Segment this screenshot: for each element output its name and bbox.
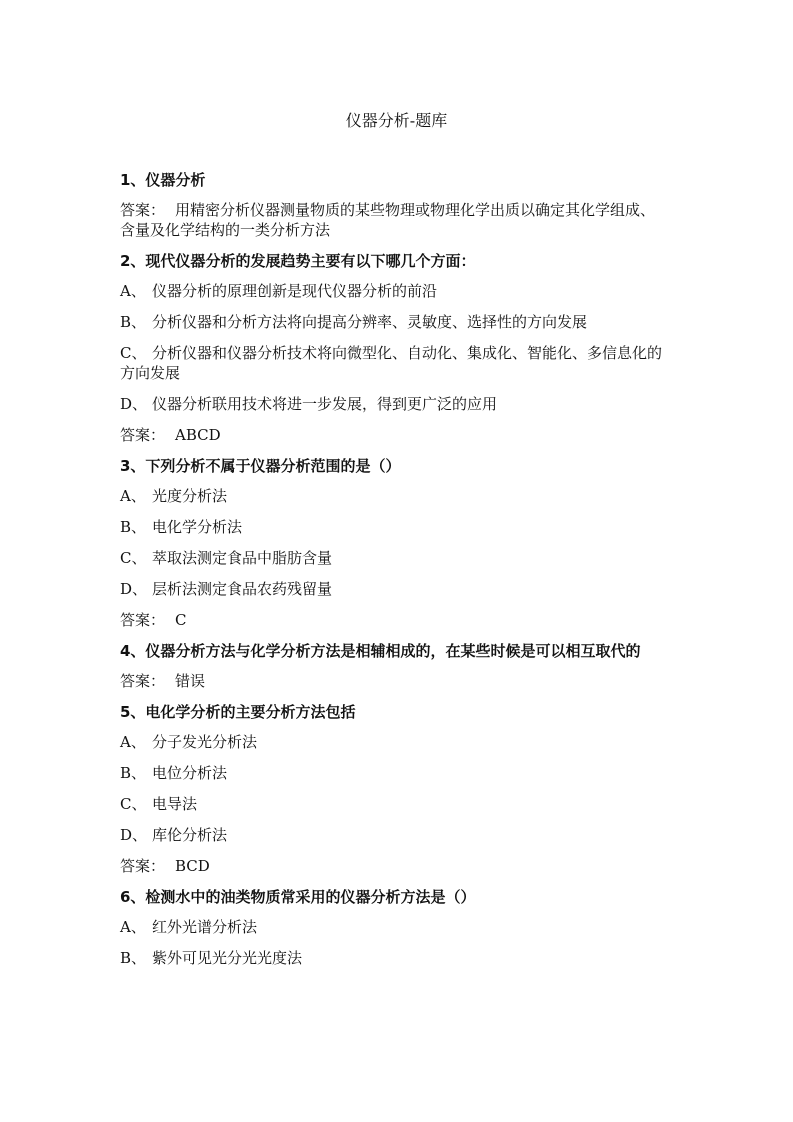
option-text: 光度分析法 (152, 487, 228, 505)
option-b (120, 763, 665, 783)
answer-label: 答案： (120, 201, 166, 219)
answer-line (120, 610, 665, 630)
question-6 (120, 887, 665, 968)
option-letter: B、 (120, 313, 147, 331)
option-letter: C、 (120, 549, 147, 567)
answer-label: 答案： (120, 426, 166, 444)
option-b (120, 517, 665, 537)
page-title: 仪器分析-题库 (345, 111, 448, 130)
answer-text: 用精密分析仪器测量物质的某些物理或物理化学出质以确定其化学组成、含量及化学结构的一类分析方法 (120, 201, 656, 239)
option-text: 电位分析法 (152, 764, 228, 782)
option-d (120, 579, 665, 599)
question-4 (120, 641, 665, 691)
answer-label: 答案： (120, 857, 166, 875)
option-letter: C、 (120, 344, 147, 362)
option-text: 分析仪器和分析方法将向提高分辨率、灵敏度、选择性的方向发展 (152, 313, 588, 331)
question-heading: 1、仪器分析 (120, 171, 206, 189)
option-letter: D、 (120, 395, 148, 413)
answer-line (120, 856, 665, 876)
option-letter: D、 (120, 826, 148, 844)
question-5 (120, 702, 665, 876)
option-c (120, 794, 665, 814)
option-letter: B、 (120, 764, 147, 782)
option-text: 萃取法测定食品中脂肪含量 (152, 549, 333, 567)
answer-line (120, 671, 665, 691)
answer-text: ABCD (175, 426, 221, 444)
option-d (120, 394, 665, 414)
option-letter: A、 (120, 733, 146, 751)
option-a (120, 486, 665, 506)
option-text: 库伦分析法 (152, 826, 228, 844)
question-list (120, 170, 665, 979)
question-heading: 2、现代仪器分析的发展趋势主要有以下哪几个方面： (120, 252, 476, 270)
option-d (120, 825, 665, 845)
option-a (120, 732, 665, 752)
option-b (120, 948, 665, 968)
option-text: 电化学分析法 (152, 518, 243, 536)
answer-text: 错误 (175, 672, 206, 690)
answer-line (120, 425, 665, 445)
option-c (120, 548, 665, 568)
option-letter: A、 (120, 487, 146, 505)
option-text: 仪器分析联用技术将进一步发展，得到更广泛的应用 (152, 395, 498, 413)
option-text: 仪器分析的原理创新是现代仪器分析的前沿 (152, 282, 438, 300)
answer-label: 答案： (120, 611, 166, 629)
answer-label: 答案： (120, 672, 166, 690)
option-text: 分析仪器和仪器分析技术将向微型化、自动化、集成化、智能化、多信息化的方向发展 (120, 344, 663, 382)
question-2 (120, 251, 665, 445)
option-letter: B、 (120, 518, 147, 536)
option-letter: A、 (120, 918, 146, 936)
answer-text: BCD (175, 857, 210, 875)
option-letter: D、 (120, 580, 148, 598)
option-a (120, 917, 665, 937)
question-3 (120, 456, 665, 630)
question-heading: 5、电化学分析的主要分析方法包括 (120, 703, 356, 721)
answer-line (120, 200, 665, 240)
option-a (120, 281, 665, 301)
option-text: 层析法测定食品农药残留量 (152, 580, 333, 598)
option-text: 分子发光分析法 (152, 733, 258, 751)
option-letter: C、 (120, 795, 147, 813)
option-text: 红外光谱分析法 (152, 918, 258, 936)
question-heading: 4、仪器分析方法与化学分析方法是相辅相成的，在某些时候是可以相互取代的 (120, 642, 641, 660)
question-1 (120, 170, 665, 240)
option-text: 紫外可见光分光光度法 (152, 949, 303, 967)
option-b (120, 312, 665, 332)
option-c (120, 343, 665, 383)
question-heading: 6、检测水中的油类物质常采用的仪器分析方法是（） (120, 888, 476, 906)
option-text: 电导法 (152, 795, 198, 813)
question-heading: 3、下列分析不属于仪器分析范围的是（） (120, 457, 401, 475)
answer-text: C (175, 611, 187, 629)
option-letter: B、 (120, 949, 147, 967)
option-letter: A、 (120, 282, 146, 300)
